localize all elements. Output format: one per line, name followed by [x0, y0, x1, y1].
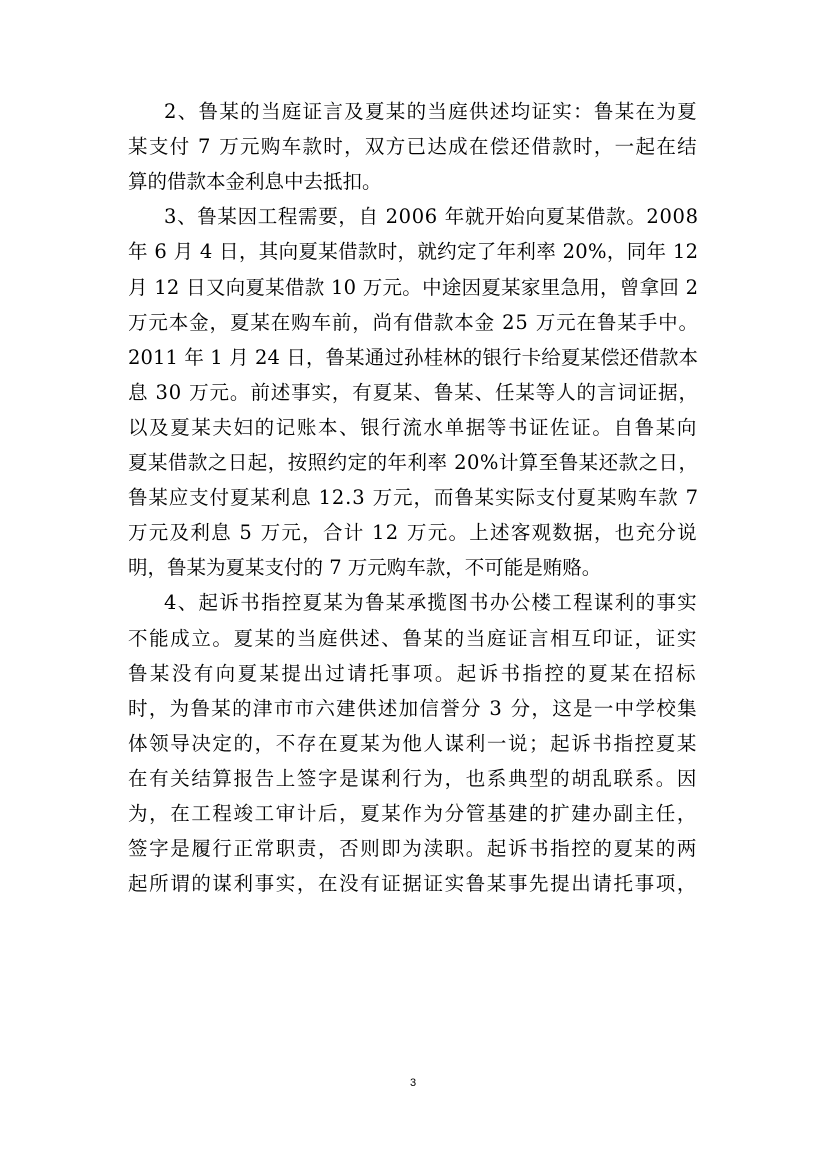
page-number: 3: [409, 1077, 417, 1089]
text-line: 万元本金，夏某在购车前，尚有借款本金 25 万元在鲁某手中。: [128, 310, 699, 334]
text-line: 在有关结算报告上签字是谋利行为，也系典型的胡乱联系。因: [128, 766, 698, 790]
text-line: 夏某借款之日起，按照约定的年利率 20%计算至鲁某还款之日，: [128, 451, 699, 474]
text-line: 为，在工程竣工审计后，夏某作为分管基建的扩建办副主任，: [128, 802, 698, 825]
text-line: 不能成立。夏某的当庭供述、鲁某的当庭证言相互印证，证实: [128, 626, 698, 650]
text-line: 2、鲁某的当庭证言及夏某的当庭供述均证实：鲁某在为夏: [164, 100, 698, 123]
text-line: 鲁某应支付夏某利息 12.3 万元，而鲁某实际支付夏某购车款 7: [128, 486, 699, 510]
text-line: 签字是履行正常职责，否则即为渎职。起诉书指控的夏某的两: [128, 837, 698, 861]
text-line: 4、起诉书指控夏某为鲁某承揽图书办公楼工程谋利的事实: [164, 591, 698, 615]
text-line: 起所谓的谋利事实，在没有证据证实鲁某事先提出请托事项，: [128, 872, 698, 896]
text-line: 时，为鲁某的津市市六建供述加信誉分 3 分，这是一中学校集: [128, 696, 698, 720]
text-line: 鲁某没有向夏某提出过请托事项。起诉书指控的夏某在招标: [128, 661, 698, 685]
text-line: 2011 年 1 月 24 日，鲁某通过孙桂林的银行卡给夏某偿还借款本: [128, 345, 699, 369]
text-line: 月 12 日又向夏某借款 10 万元。中途因夏某家里急用，曾拿回 2: [128, 275, 699, 299]
text-line: 万元及利息 5 万元，合计 12 万元。上述客观数据，也充分说: [128, 521, 698, 545]
text-line: 以及夏某夫妇的记账本、银行流水单据等书证佐证。自鲁某向: [128, 415, 698, 439]
text-line: 明，鲁某为夏某支付的 7 万元购车款，不可能是贿赂。: [128, 556, 602, 580]
text-line: 某支付 7 万元购车款时，双方已达成在偿还借款时，一起在结: [128, 135, 698, 159]
text-line: 息 30 万元。前述事实，有夏某、鲁某、任某等人的言词证据，: [128, 380, 699, 404]
text-line: 3、鲁某因工程需要，自 2006 年就开始向夏某借款。2008: [164, 205, 699, 229]
text-line: 体领导决定的，不存在夏某为他人谋利一说；起诉书指控夏某: [128, 731, 698, 755]
text-line: 年 6 月 4 日，其向夏某借款时，就约定了年利率 20%，同年 12: [128, 240, 699, 264]
text-line: 算的借款本金利息中去抵扣。: [128, 170, 382, 194]
